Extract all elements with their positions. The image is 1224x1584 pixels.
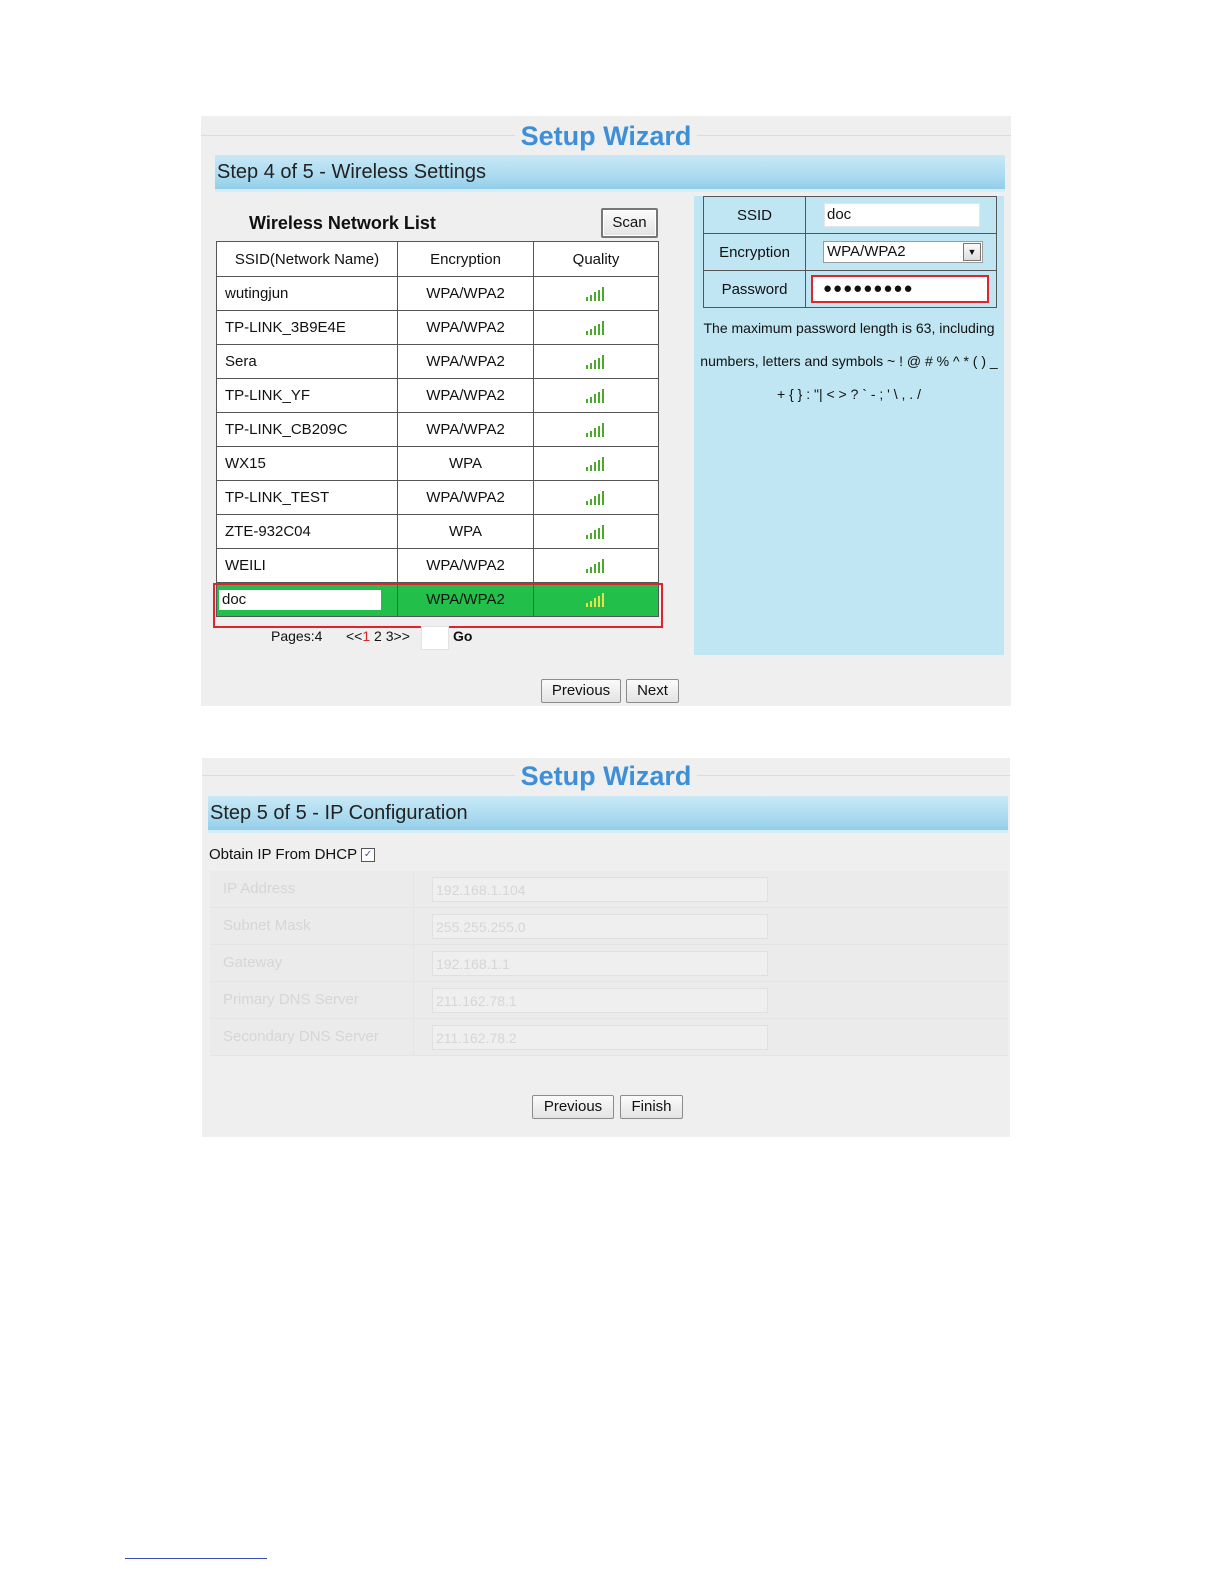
signal-bars-icon xyxy=(586,389,606,403)
network-quality-cell xyxy=(534,379,659,413)
password-input[interactable]: ●●●●●●●●● xyxy=(811,275,989,303)
signal-bars-icon xyxy=(586,355,606,369)
ip-field-row xyxy=(210,908,1008,945)
network-quality-cell xyxy=(534,549,659,583)
next-button[interactable]: Next xyxy=(626,679,679,703)
network-ssid-cell[interactable] xyxy=(217,515,398,549)
network-quality-cell xyxy=(534,515,659,549)
network-quality-cell xyxy=(534,345,659,379)
previous-button[interactable]: Previous xyxy=(532,1095,614,1119)
ip-field-label: Gateway xyxy=(210,945,414,981)
network-ssid: TP-LINK_3B9E4E xyxy=(225,319,346,336)
ip-field-input: 192.168.1.104 xyxy=(432,877,768,902)
wizard-title: Setup Wizard xyxy=(202,761,1010,792)
ip-field-label: Secondary DNS Server xyxy=(210,1019,414,1055)
page-prev-link[interactable]: << xyxy=(346,628,363,644)
page-links[interactable]: 2 3 xyxy=(374,628,394,644)
table-row[interactable] xyxy=(217,379,659,413)
network-ssid: Sera xyxy=(225,353,257,370)
page-next-link[interactable]: >> xyxy=(393,628,410,644)
network-ssid: TP-LINK_YF xyxy=(225,387,311,404)
pagination xyxy=(346,628,410,644)
network-ssid-cell[interactable] xyxy=(217,583,398,617)
signal-bars-icon xyxy=(586,491,606,505)
step-header: Step 4 of 5 - Wireless Settings xyxy=(215,155,1005,192)
network-ssid: ZTE-932C04 xyxy=(225,523,311,540)
table-row[interactable] xyxy=(217,583,659,617)
signal-bars-icon xyxy=(586,321,606,335)
ip-field-row xyxy=(210,871,1008,908)
table-header-row xyxy=(217,242,659,277)
network-encryption: WPA/WPA2 xyxy=(398,277,534,311)
network-encryption: WPA/WPA2 xyxy=(398,481,534,515)
password-row xyxy=(704,271,997,308)
encryption-label: Encryption xyxy=(704,234,806,271)
column-header-quality: Quality xyxy=(534,242,659,277)
network-encryption: WPA xyxy=(398,515,534,549)
network-ssid-cell[interactable] xyxy=(217,413,398,447)
wireless-settings-panel xyxy=(201,116,1011,706)
table-row[interactable] xyxy=(217,311,659,345)
password-label: Password xyxy=(704,271,806,308)
wireless-form xyxy=(703,196,997,308)
network-list-title: Wireless Network List xyxy=(249,213,436,233)
hint-line: The maximum password length is 63, including xyxy=(703,320,995,336)
ip-field-row xyxy=(210,945,1008,982)
ip-field-input: 211.162.78.2 xyxy=(432,1025,768,1050)
network-ssid: TP-LINK_CB209C xyxy=(225,421,348,438)
wizard-title: Setup Wizard xyxy=(201,121,1011,152)
table-row[interactable] xyxy=(217,345,659,379)
network-ssid-cell[interactable] xyxy=(217,277,398,311)
signal-bars-icon xyxy=(586,593,606,607)
network-quality-cell xyxy=(534,447,659,481)
signal-bars-icon xyxy=(586,525,606,539)
network-ssid: wutingjun xyxy=(225,285,289,302)
column-header-encryption: Encryption xyxy=(398,242,534,277)
ip-field-row xyxy=(210,982,1008,1019)
network-ssid-cell[interactable] xyxy=(217,447,398,481)
signal-bars-icon xyxy=(586,287,606,301)
network-encryption: WPA/WPA2 xyxy=(398,311,534,345)
network-ssid-cell[interactable] xyxy=(217,379,398,413)
network-quality-cell xyxy=(534,413,659,447)
ssid-row xyxy=(704,197,997,234)
ip-field-input: 255.255.255.0 xyxy=(432,914,768,939)
table-row[interactable] xyxy=(217,481,659,515)
go-button[interactable]: Go xyxy=(453,628,473,644)
ip-field-label: Subnet Mask xyxy=(210,908,414,944)
signal-bars-icon xyxy=(586,559,606,573)
encryption-row xyxy=(704,234,997,271)
network-table-body xyxy=(217,277,659,617)
network-ssid: WEILI xyxy=(225,557,266,574)
network-encryption: WPA/WPA2 xyxy=(398,549,534,583)
network-encryption: WPA/WPA2 xyxy=(398,379,534,413)
table-row[interactable] xyxy=(217,277,659,311)
table-row[interactable] xyxy=(217,549,659,583)
network-quality-cell xyxy=(534,481,659,515)
ip-field-row xyxy=(210,1019,1008,1056)
table-row[interactable] xyxy=(217,515,659,549)
network-table xyxy=(216,241,659,617)
step-header: Step 5 of 5 - IP Configuration xyxy=(208,796,1008,833)
network-quality-cell xyxy=(534,311,659,345)
encryption-select[interactable] xyxy=(823,241,983,263)
network-ssid: doc xyxy=(219,590,381,610)
network-encryption: WPA/WPA2 xyxy=(398,345,534,379)
column-header-ssid: SSID(Network Name) xyxy=(217,242,398,277)
signal-bars-icon xyxy=(586,423,606,437)
ip-field-input: 192.168.1.1 xyxy=(432,951,768,976)
previous-button[interactable]: Previous xyxy=(541,679,621,703)
network-ssid-cell[interactable] xyxy=(217,549,398,583)
dhcp-label: Obtain IP From DHCP xyxy=(209,846,358,863)
chevron-down-icon[interactable]: ▼ xyxy=(963,243,981,261)
hint-line: numbers, letters and symbols ~ ! @ # % ^ * ( ) _ xyxy=(700,353,998,369)
ssid-input[interactable]: doc xyxy=(824,203,980,227)
finish-button[interactable]: Finish xyxy=(620,1095,683,1119)
network-encryption: WPA/WPA2 xyxy=(398,583,534,617)
footer-link-underline xyxy=(125,1558,267,1559)
page-number-input[interactable] xyxy=(421,626,449,650)
encryption-selected-value: WPA/WPA2 xyxy=(827,243,906,260)
ip-field-label: IP Address xyxy=(210,871,414,907)
ssid-label: SSID xyxy=(704,197,806,234)
scan-button[interactable]: Scan xyxy=(601,208,658,238)
network-ssid-cell[interactable] xyxy=(217,481,398,515)
pages-count: Pages:4 xyxy=(271,628,323,644)
network-ssid: TP-LINK_TEST xyxy=(225,489,330,506)
table-row[interactable] xyxy=(217,413,659,447)
network-ssid: WX15 xyxy=(225,455,266,472)
network-ssid-cell[interactable] xyxy=(217,311,398,345)
page-current[interactable]: 1 xyxy=(362,628,371,644)
ip-field-label: Primary DNS Server xyxy=(210,982,414,1018)
table-row[interactable] xyxy=(217,447,659,481)
network-ssid-cell[interactable] xyxy=(217,345,398,379)
ip-configuration-panel xyxy=(202,758,1010,1137)
network-encryption: WPA xyxy=(398,447,534,481)
password-hint xyxy=(694,312,1004,411)
hint-line: + { } : "| < > ? ` - ; ' \ , . / xyxy=(777,386,921,402)
signal-bars-icon xyxy=(586,457,606,471)
network-encryption: WPA/WPA2 xyxy=(398,413,534,447)
network-quality-cell xyxy=(534,583,659,617)
network-quality-cell xyxy=(534,277,659,311)
dhcp-option xyxy=(209,846,375,863)
dhcp-checkbox[interactable]: ✓ xyxy=(361,848,375,862)
wireless-form-panel xyxy=(694,196,1004,655)
ip-field-input: 211.162.78.1 xyxy=(432,988,768,1013)
